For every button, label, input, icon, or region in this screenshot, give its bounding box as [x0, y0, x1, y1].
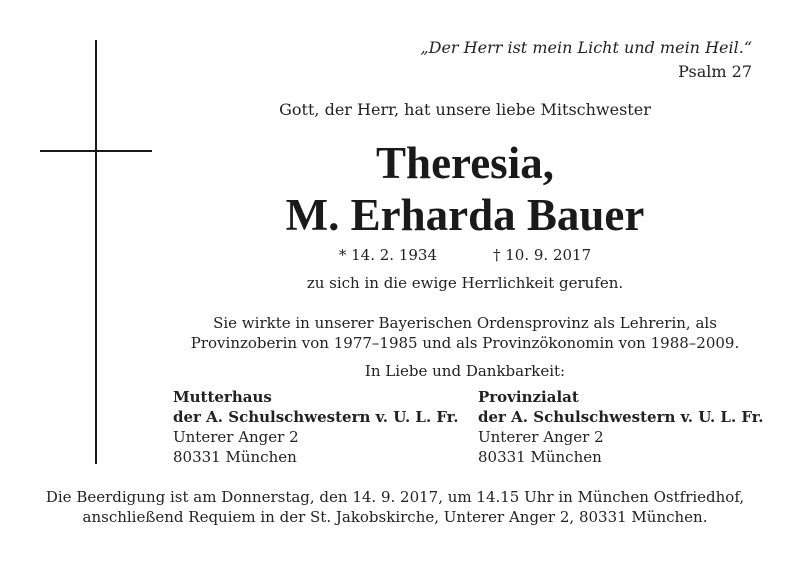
funeral-line-2: anschließend Requiem in der St. Jakobskirche, Unterer Anger 2, 80331 München. [82, 508, 708, 526]
bio-line-1: Sie wirkte in unserer Bayerischen Ordensprovinz als Lehrerin, als [213, 314, 717, 332]
thanks-text: In Liebe und Dankbarkeit: [364, 362, 566, 380]
birth-date: * 14. 2. 1934 [338, 246, 437, 264]
cross-horizontal-bar [40, 150, 152, 152]
address-city: 80331 München [478, 448, 602, 466]
cross-vertical-bar [95, 40, 97, 464]
quote-source: Psalm 27 [678, 62, 752, 81]
address-city: 80331 München [173, 448, 297, 466]
funeral-line-1: Die Beerdigung ist am Donnerstag, den 14. 9. 2017, um 14.15 Uhr in München Ostfriedhof, [45, 488, 745, 506]
address-title: Mutterhaus [173, 388, 272, 406]
address-block-mutterhaus [173, 387, 459, 467]
biography [170, 313, 760, 353]
bio-line-2: Provinzoberin von 1977–1985 und als Provinzökonomin von 1988–2009. [190, 334, 740, 352]
address-subtitle: der A. Schulschwestern v. U. L. Fr. [478, 408, 764, 426]
called-home-text: zu sich in die ewige Herrlichkeit gerufen. [306, 274, 624, 292]
intro-text: Gott, der Herr, hat unsere liebe Mitschwester [279, 100, 651, 119]
death-date: † 10. 9. 2017 [493, 246, 592, 264]
address-street: Unterer Anger 2 [173, 428, 299, 446]
funeral-info [20, 487, 770, 527]
bible-quote: „Der Herr ist mein Licht und mein Heil.“ [420, 38, 752, 57]
name-line-2: M. Erharda Bauer [285, 190, 645, 240]
life-dates [170, 246, 760, 264]
address-street: Unterer Anger 2 [478, 428, 604, 446]
address-subtitle: der A. Schulschwestern v. U. L. Fr. [173, 408, 459, 426]
address-title: Provinzialat [478, 388, 579, 406]
name-line-1: Theresia, [376, 138, 554, 188]
address-block-provinzialat [478, 387, 764, 467]
